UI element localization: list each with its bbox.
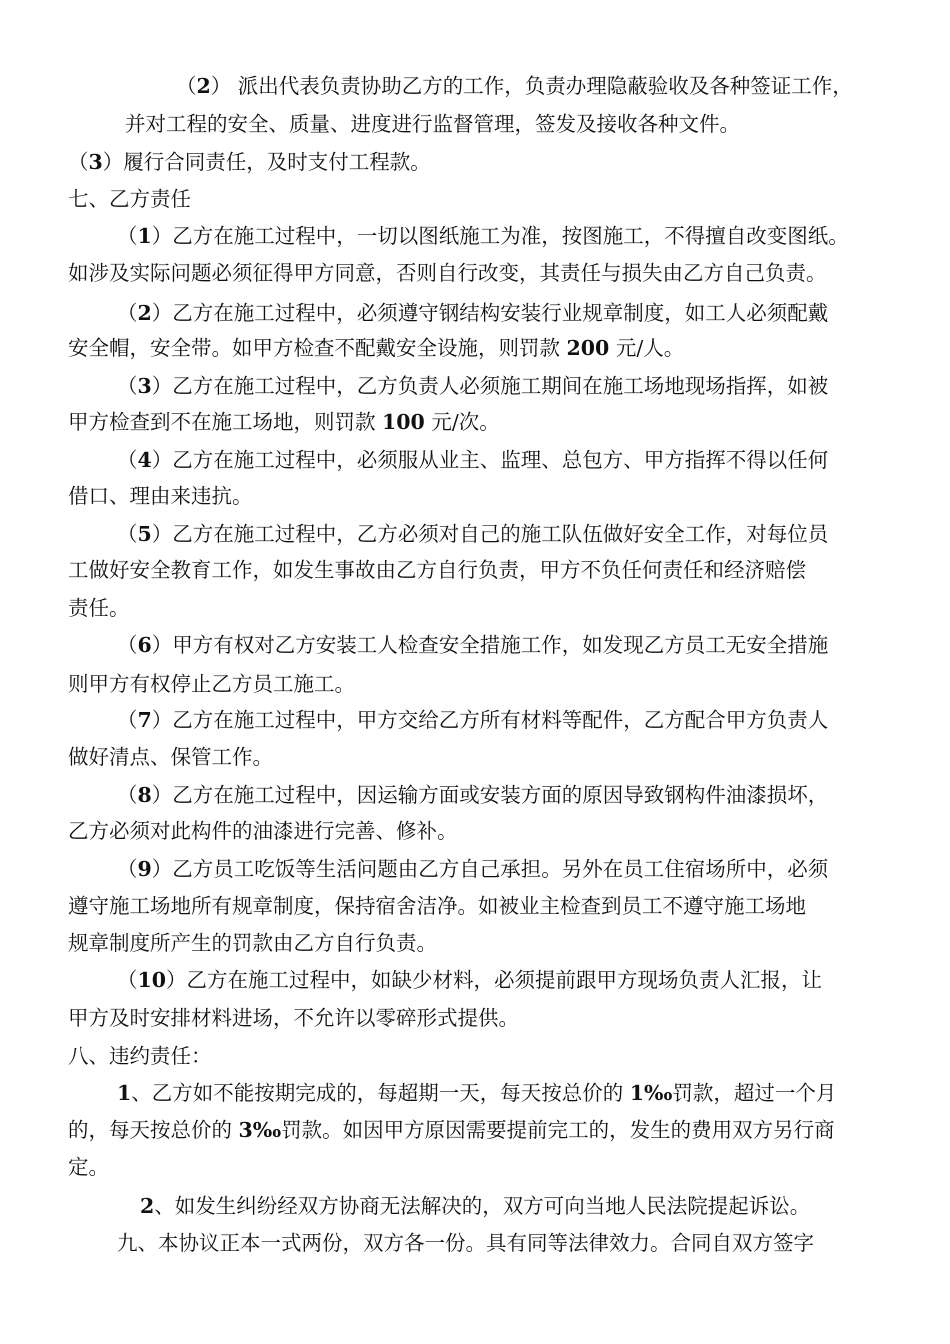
clause-text: ）乙方在施工过程中，乙方必须对自己的施工队伍做好安全工作，对每位员 bbox=[151, 522, 829, 546]
clause-text: 九、本协议正本一式两份，双方各一份。具有同等法律效力。合同自双方签字 bbox=[117, 1231, 814, 1255]
clause-line bbox=[117, 445, 890, 475]
clause-text: 乙方必须对此构件的油漆进行完善、修补。 bbox=[68, 819, 458, 843]
clause-text: 元/次。 bbox=[424, 410, 500, 434]
clause-line bbox=[117, 705, 890, 735]
clause-text: 借口、理由来违抗。 bbox=[68, 484, 253, 508]
clause-line bbox=[117, 298, 890, 328]
clause-text: ）乙方在施工过程中，因运输方面或安装方面的原因导致钢构件油漆损坏， bbox=[151, 783, 829, 807]
text-line bbox=[68, 333, 890, 363]
text-line bbox=[68, 407, 890, 437]
fine-amount: 100 bbox=[382, 410, 425, 434]
text-line bbox=[68, 1115, 890, 1145]
text-line bbox=[68, 1003, 890, 1033]
clause-text: ）乙方在施工过程中，必须服从业主、监理、总包方、甲方指挥不得以任何 bbox=[151, 448, 829, 472]
clause-text: 甲方及时安排材料进场，不允许以零碎形式提供。 bbox=[68, 1006, 519, 1030]
clause-number: 4 bbox=[137, 448, 152, 472]
penalty-clause-2 bbox=[140, 1191, 890, 1221]
clause-number: 10 bbox=[137, 968, 167, 992]
section-heading-8 bbox=[68, 1041, 890, 1071]
paren-open: （ bbox=[117, 522, 138, 546]
text-line bbox=[68, 555, 890, 585]
paren-open: （ bbox=[117, 224, 138, 248]
clause-text: 责任。 bbox=[68, 596, 130, 620]
clause-number: 3 bbox=[137, 374, 152, 398]
clause-text: 、如发生纠纷经双方协商无法解决的，双方可向当地人民法院提起诉讼。 bbox=[154, 1194, 811, 1218]
paren-open: （ bbox=[117, 968, 138, 992]
paren-open: （ bbox=[117, 301, 138, 325]
clause-text: 的，每天按总价的 bbox=[68, 1118, 239, 1142]
penalty-rate: 3‰ bbox=[238, 1118, 282, 1142]
clause-text: 罚款，超过一个月 bbox=[672, 1081, 837, 1105]
clause-number: 1 bbox=[137, 224, 152, 248]
text-line bbox=[68, 593, 890, 623]
clause-text: ）乙方在施工过程中，一切以图纸施工为准，按图施工，不得擅自改变图纸。 bbox=[151, 224, 849, 248]
heading-text: 八、违约责任： bbox=[68, 1044, 212, 1068]
text-line bbox=[68, 928, 890, 958]
clause-number: 3 bbox=[88, 150, 103, 174]
text-line bbox=[68, 742, 890, 772]
clause-number: 1 bbox=[117, 1081, 132, 1105]
clause-text: 元/人。 bbox=[609, 336, 685, 360]
penalty-rate: 1‰ bbox=[629, 1081, 673, 1105]
clause-number: 7 bbox=[137, 708, 152, 732]
clause-number: 9 bbox=[137, 857, 152, 881]
clause-text: 并对工程的安全、质量、进度进行监督管理，签发及接收各种文件。 bbox=[125, 112, 740, 136]
clause-number: 6 bbox=[137, 633, 152, 657]
clause-3-line bbox=[68, 147, 890, 177]
clause-line bbox=[117, 371, 890, 401]
clause-text: ）乙方在施工过程中，必须遵守钢结构安装行业规章制度，如工人必须配戴 bbox=[151, 301, 829, 325]
clause-number: 8 bbox=[137, 783, 152, 807]
paren-open: （ bbox=[117, 448, 138, 472]
clause-line bbox=[117, 630, 890, 660]
clause-line bbox=[117, 854, 890, 884]
clause-text: 如涉及实际问题必须征得甲方同意，否则自行改变，其责任与损失由乙方自己负责。 bbox=[68, 261, 827, 285]
clause-number: 5 bbox=[137, 522, 152, 546]
text-line bbox=[125, 109, 890, 139]
clause-line bbox=[117, 221, 890, 251]
section-heading-9 bbox=[117, 1228, 890, 1258]
clause-text: ）履行合同责任，及时支付工程款。 bbox=[102, 150, 431, 174]
clause-text: 安全帽，安全带。如甲方检查不配戴安全设施，则罚款 bbox=[68, 336, 567, 360]
clause-text: 定。 bbox=[68, 1155, 109, 1179]
clause-text: ）乙方在施工过程中，如缺少材料，必须提前跟甲方现场负责人汇报，让 bbox=[166, 968, 823, 992]
clause-text: 遵守施工场地所有规章制度，保持宿舍洁净。如被业主检查到员工不遵守施工场地 bbox=[68, 894, 806, 918]
clause-text: ）乙方员工吃饭等生活问题由乙方自己承担。另外在员工住宿场所中，必须 bbox=[151, 857, 829, 881]
clause-line bbox=[117, 780, 890, 810]
text-line bbox=[68, 891, 890, 921]
clause-text: 则甲方有权停止乙方员工施工。 bbox=[68, 672, 355, 696]
text-line bbox=[68, 816, 890, 846]
clause-text: 甲方检查到不在施工场地，则罚款 bbox=[68, 410, 383, 434]
clause-number: 2 bbox=[137, 301, 152, 325]
heading-text: 七、乙方责任 bbox=[68, 187, 191, 211]
clause-text: ）乙方在施工过程中，乙方负责人必须施工期间在施工场地现场指挥，如被 bbox=[151, 374, 829, 398]
penalty-clause-1 bbox=[117, 1078, 890, 1108]
paren-open: （ bbox=[68, 150, 89, 174]
clause-text: 规章制度所产生的罚款由乙方自行负责。 bbox=[68, 931, 437, 955]
section-heading-7 bbox=[68, 184, 890, 214]
fine-amount: 200 bbox=[566, 336, 610, 360]
text-line bbox=[68, 1152, 890, 1182]
clause-text: ） 派出代表负责协助乙方的工作，负责办理隐蔽验收及各种签证工作， bbox=[210, 74, 853, 98]
clause-number: 2 bbox=[196, 74, 211, 98]
paren-open: （ bbox=[117, 374, 138, 398]
clause-number: 2 bbox=[140, 1194, 155, 1218]
clause-text: ）乙方在施工过程中，甲方交给乙方所有材料等配件，乙方配合甲方负责人 bbox=[151, 708, 829, 732]
clause-text: 做好清点、保管工作。 bbox=[68, 745, 273, 769]
clause-text: 工做好安全教育工作，如发生事故由乙方自行负责，甲方不负任何责任和经济赔偿 bbox=[68, 558, 806, 582]
paren-open: （ bbox=[176, 74, 197, 98]
clause-text: 、乙方如不能按期完成的，每超期一天，每天按总价的 bbox=[131, 1081, 630, 1105]
text-line bbox=[68, 258, 890, 288]
clause-line bbox=[117, 519, 890, 549]
paren-open: （ bbox=[117, 857, 138, 881]
paren-open: （ bbox=[117, 708, 138, 732]
clause-text: 罚款。如因甲方原因需要提前完工的，发生的费用双方另行商 bbox=[281, 1118, 835, 1142]
clause-text: ）甲方有权对乙方安装工人检查安全措施工作，如发现乙方员工无安全措施 bbox=[151, 633, 829, 657]
paren-open: （ bbox=[117, 633, 138, 657]
text-line bbox=[68, 481, 890, 511]
text-line bbox=[68, 669, 890, 699]
clause-2-line bbox=[176, 71, 890, 101]
paren-open: （ bbox=[117, 783, 138, 807]
clause-line bbox=[117, 965, 890, 995]
